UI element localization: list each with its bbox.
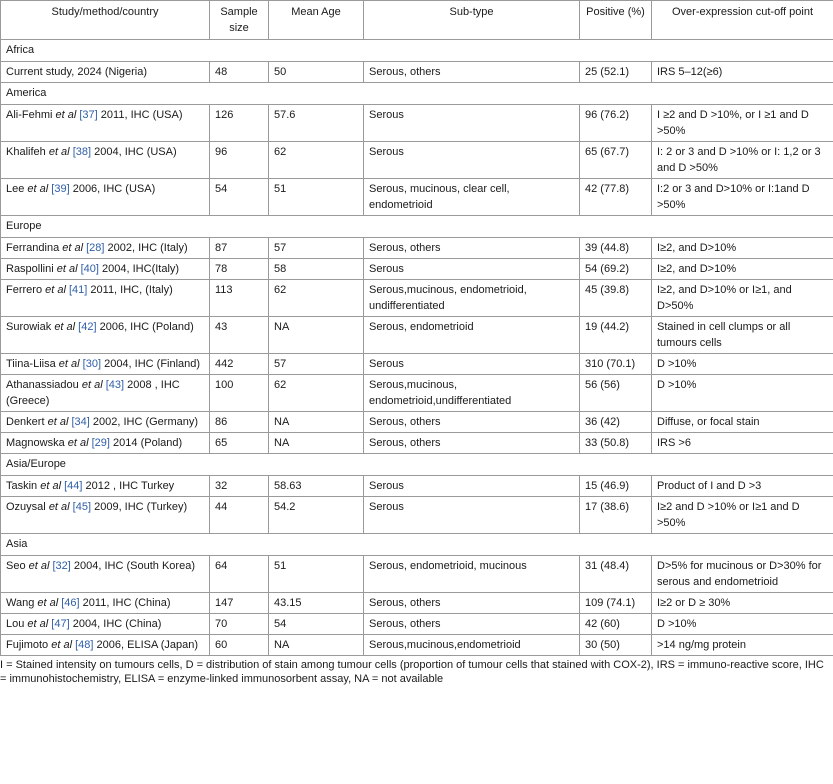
study-author: Khalifeh [6,146,46,158]
sample-size-cell: 44 [210,497,269,534]
sample-size-cell: 442 [210,354,269,375]
positive-cell: 45 (39.8) [580,280,652,317]
study-etal: et al [40,480,62,492]
cutoff-cell: I≥2, and D>10% [652,259,833,280]
table-footnote: I = Stained intensity on tumours cells, D = distribution of stain among tumour cells (proportion of tumour cells that stained with COX-2), IRS = immuno-reactive score, IHC = immunohistochemistry, ELISA = enzyme-linked immunosorbent assay, NA = not available [0,659,824,685]
cutoff-cell: Diffuse, or focal stain [652,412,833,433]
table-row [1,497,833,534]
region-row [1,40,833,62]
study-cell [1,556,210,593]
positive-cell: 25 (52.1) [580,62,652,83]
header-cutoff: Over-expression cut-off point [652,1,833,40]
table-row [1,179,833,216]
study-year-method: 2008 , IHC (Greece) [6,379,180,407]
table-row [1,635,833,656]
citation-link: [37] [79,109,98,121]
cutoff-cell: I: 2 or 3 and D >10% or I: 1,2 or 3 and D >50% [652,142,833,179]
positive-cell: 36 (42) [580,412,652,433]
subtype-cell: Serous, others [364,433,580,454]
mean-age-cell: 62 [269,142,364,179]
citation-link: [47] [51,618,70,630]
table-row [1,105,833,142]
subtype-cell: Serous, endometrioid, mucinous [364,556,580,593]
positive-cell: 31 (48.4) [580,556,652,593]
study-etal: et al [27,183,49,195]
header-study: Study/method/country [1,1,210,40]
subtype-cell: Serous [364,497,580,534]
study-year-method: 2011, IHC, (Italy) [90,284,173,296]
study-etal: et al [27,618,49,630]
study-year-method: 2006, IHC (Poland) [99,321,194,333]
header-row [1,1,833,40]
study-year-method: 2006, ELISA (Japan) [96,639,199,651]
cutoff-cell: D >10% [652,354,833,375]
cutoff-cell: IRS >6 [652,433,833,454]
study-cell [1,62,210,83]
positive-cell: 65 (67.7) [580,142,652,179]
table-row [1,593,833,614]
sample-size-cell: 126 [210,105,269,142]
study-author: Fujimoto [6,639,49,651]
region-row [1,534,833,556]
subtype-cell: Serous,mucinous,endometrioid [364,635,580,656]
sample-size-cell: 65 [210,433,269,454]
header-positive: Positive (%) [580,1,652,40]
study-etal: et al [51,639,73,651]
study-cell [1,238,210,259]
header-sample-size: Sample size [210,1,269,40]
region-label: Asia/Europe [1,454,833,476]
study-author: Athanassiadou [6,379,79,391]
study-author: Lou [6,618,25,630]
study-author: Ali-Fehmi [6,109,53,121]
positive-cell: 15 (46.9) [580,476,652,497]
region-row [1,83,833,105]
region-label: Africa [1,40,833,62]
table-row [1,375,833,412]
study-year-method: 2011, IHC (China) [82,597,171,609]
citation-link: [46] [61,597,80,609]
sample-size-cell: 78 [210,259,269,280]
cutoff-cell: I≥2, and D>10% [652,238,833,259]
cutoff-cell: D>5% for mucinous or D>30% for serous and endometrioid [652,556,833,593]
positive-cell: 96 (76.2) [580,105,652,142]
study-etal: et al [62,242,84,254]
study-year-method: 2009, IHC (Turkey) [94,501,188,513]
region-row [1,454,833,476]
positive-cell: 109 (74.1) [580,593,652,614]
citation-link: [38] [72,146,92,158]
study-year-method: 2004, IHC (Finland) [104,358,201,370]
table-row [1,556,833,593]
study-author: Wang [6,597,35,609]
study-author: Seo [6,560,26,572]
study-year-method: 2004, IHC (South Korea) [73,560,195,572]
sample-size-cell: 60 [210,635,269,656]
mean-age-cell: NA [269,433,364,454]
study-year-method: 2004, IHC (USA) [94,146,177,158]
region-label: Europe [1,216,833,238]
region-row [1,216,833,238]
study-cell [1,105,210,142]
study-etal: et al [28,560,50,572]
mean-age-cell: 51 [269,179,364,216]
positive-cell: 30 (50) [580,635,652,656]
subtype-cell: Serous [364,105,580,142]
mean-age-cell: 58 [269,259,364,280]
mean-age-cell: 54.2 [269,497,364,534]
positive-cell: 42 (60) [580,614,652,635]
subtype-cell: Serous,mucinous, endometrioid,undifferentiated [364,375,580,412]
study-year-method: 2002, IHC (Germany) [92,416,199,428]
mean-age-cell: 62 [269,375,364,412]
citation-link: [40] [80,263,99,275]
study-author: Denkert [6,416,45,428]
study-etal: et al [45,284,66,296]
mean-age-cell: 54 [269,614,364,635]
study-cell [1,179,210,216]
citation-link: [29] [91,437,110,449]
citation-link: [41] [68,284,88,296]
cutoff-cell: I≥2 or D ≥ 30% [652,593,833,614]
subtype-cell: Serous, others [364,614,580,635]
table-row [1,142,833,179]
study-cell [1,476,210,497]
citation-link: [45] [72,501,92,513]
cutoff-cell: I≥2, and D>10% or I≥1, and D>50% [652,280,833,317]
study-author: Lee [6,183,25,195]
study-author: Ozuysal [6,501,46,513]
table-row [1,433,833,454]
study-author: Ferrandina [6,242,60,254]
cutoff-cell: >14 ng/mg protein [652,635,833,656]
sample-size-cell: 113 [210,280,269,317]
cutoff-cell: I≥2 and D >10% or I≥1 and D >50% [652,497,833,534]
citation-link: [42] [78,321,97,333]
study-cell [1,259,210,280]
positive-cell: 54 (69.2) [580,259,652,280]
positive-cell: 33 (50.8) [580,433,652,454]
subtype-cell: Serous, others [364,412,580,433]
table-row [1,280,833,317]
study-cell [1,317,210,354]
citation-link: [43] [105,379,125,391]
table-row [1,412,833,433]
mean-age-cell: 51 [269,556,364,593]
table-row [1,238,833,259]
sample-size-cell: 87 [210,238,269,259]
positive-cell: 19 (44.2) [580,317,652,354]
citation-link: [28] [86,242,105,254]
subtype-cell: Serous, others [364,62,580,83]
subtype-cell: Serous [364,476,580,497]
study-author: Current study, 2024 (Nigeria) [6,66,148,78]
citation-link: [32] [52,560,71,572]
cutoff-cell: D >10% [652,375,833,412]
study-etal: et al [54,321,76,333]
study-author: Taskin [6,480,38,492]
header-mean-age: Mean Age [269,1,364,40]
study-cell [1,433,210,454]
mean-age-cell: NA [269,412,364,433]
cutoff-cell: I:2 or 3 and D>10% or I:1and D >50% [652,179,833,216]
study-author: Magnowska [6,437,65,449]
mean-age-cell: 62 [269,280,364,317]
citation-link: [48] [75,639,94,651]
sample-size-cell: 96 [210,142,269,179]
subtype-cell: Serous,mucinous, endometrioid, undifferentiated [364,280,580,317]
table-row [1,354,833,375]
study-cell [1,280,210,317]
study-etal: et al [48,501,70,513]
sample-size-cell: 86 [210,412,269,433]
mean-age-cell: 58.63 [269,476,364,497]
subtype-cell: Serous [364,354,580,375]
sample-size-cell: 64 [210,556,269,593]
study-year-method: 2014 (Poland) [113,437,183,449]
table-row [1,62,833,83]
cutoff-cell: D >10% [652,614,833,635]
citation-link: [30] [82,358,102,370]
study-author: Surowiak [6,321,52,333]
study-year-method: 2004, IHC(Italy) [102,263,180,275]
table-body [1,40,833,656]
cutoff-cell: Product of I and D >3 [652,476,833,497]
mean-age-cell: 57 [269,354,364,375]
table-row [1,259,833,280]
positive-cell: 56 (56) [580,375,652,412]
table-row [1,614,833,635]
study-cell [1,412,210,433]
mean-age-cell: 57 [269,238,364,259]
study-cell [1,593,210,614]
study-year-method: 2004, IHC (China) [72,618,162,630]
sample-size-cell: 48 [210,62,269,83]
citation-link: [39] [51,183,70,195]
region-label: America [1,83,833,105]
study-etal: et al [58,358,80,370]
study-etal: et al [48,146,70,158]
study-etal: et al [47,416,69,428]
study-cell [1,142,210,179]
sample-size-cell: 43 [210,317,269,354]
sample-size-cell: 70 [210,614,269,635]
header-subtype: Sub-type [364,1,580,40]
subtype-cell: Serous, others [364,238,580,259]
mean-age-cell: 50 [269,62,364,83]
table-row [1,476,833,497]
study-cell [1,635,210,656]
subtype-cell: Serous [364,142,580,179]
study-etal: et al [81,379,103,391]
study-etal: et al [67,437,89,449]
mean-age-cell: 57.6 [269,105,364,142]
subtype-cell: Serous, mucinous, clear cell, endometrioid [364,179,580,216]
mean-age-cell: NA [269,635,364,656]
mean-age-cell: NA [269,317,364,354]
subtype-cell: Serous, others [364,593,580,614]
table-row [1,317,833,354]
study-author: Raspollini [6,263,54,275]
sample-size-cell: 32 [210,476,269,497]
positive-cell: 17 (38.6) [580,497,652,534]
citation-link: [34] [71,416,90,428]
subtype-cell: Serous [364,259,580,280]
study-cell [1,375,210,412]
cutoff-cell: IRS 5–12(≥6) [652,62,833,83]
study-etal: et al [55,109,77,121]
study-cell [1,497,210,534]
sample-size-cell: 54 [210,179,269,216]
positive-cell: 42 (77.8) [580,179,652,216]
study-author: Ferrero [6,284,43,296]
study-year-method: 2006, IHC (USA) [72,183,156,195]
study-year-method: 2011, IHC (USA) [100,109,183,121]
positive-cell: 310 (70.1) [580,354,652,375]
study-cell [1,354,210,375]
sample-size-cell: 100 [210,375,269,412]
region-label: Asia [1,534,833,556]
subtype-cell: Serous, endometrioid [364,317,580,354]
study-etal: et al [37,597,59,609]
mean-age-cell: 43.15 [269,593,364,614]
study-year-method: 2002, IHC (Italy) [107,242,188,254]
cutoff-cell: Stained in cell clumps or all tumours cells [652,317,833,354]
positive-cell: 39 (44.8) [580,238,652,259]
sample-size-cell: 147 [210,593,269,614]
study-etal: et al [56,263,78,275]
citation-link: [44] [64,480,83,492]
study-year-method: 2012 , IHC Turkey [85,480,175,492]
cutoff-cell: I ≥2 and D >10%, or I ≥1 and D >50% [652,105,833,142]
study-author: Tiina-Liisa [6,358,56,370]
study-cell [1,614,210,635]
